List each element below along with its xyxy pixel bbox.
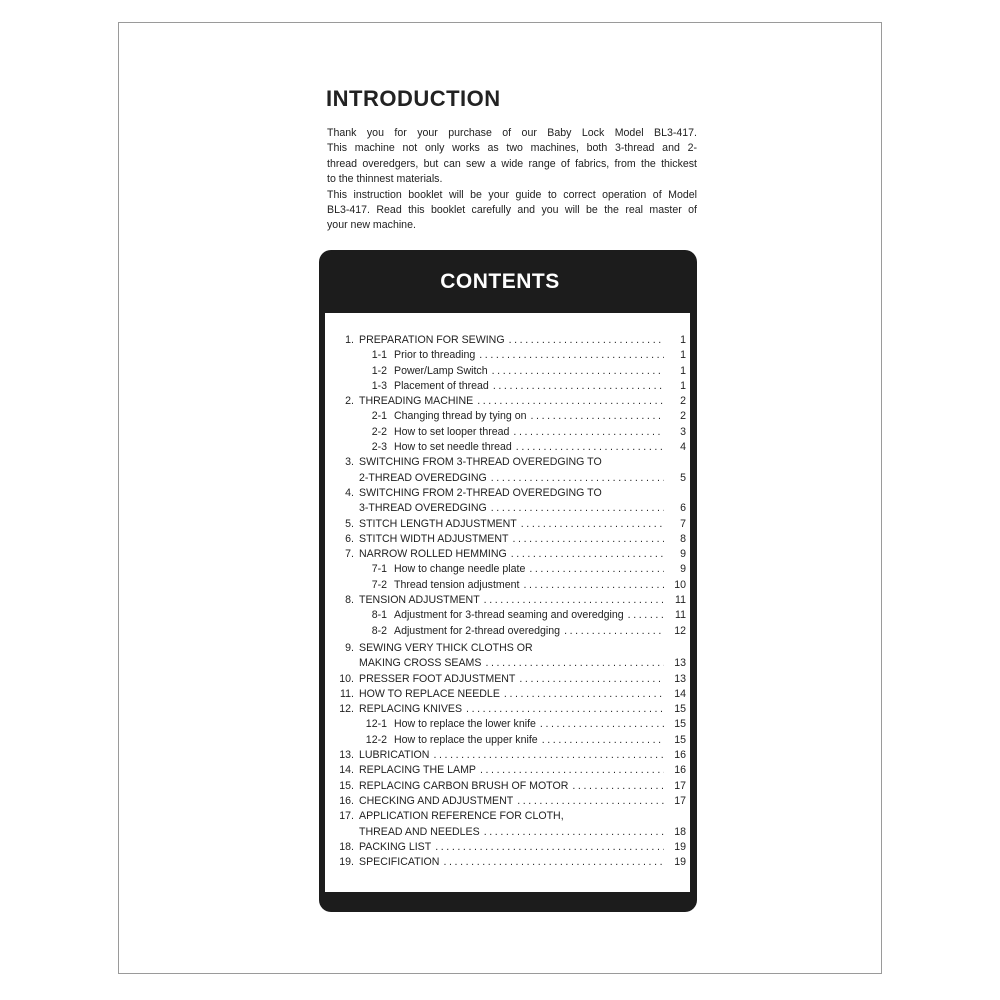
- toc-page: 19: [674, 840, 686, 853]
- toc-leader-dots: [509, 333, 664, 348]
- toc-title: Changing thread by tying on: [394, 410, 527, 423]
- toc-title: Adjustment for 2-thread overedging: [394, 624, 561, 637]
- toc-title: REPLACING CARBON BRUSH OF MOTOR: [359, 779, 569, 792]
- toc-number: 8-2: [371, 624, 387, 637]
- toc-leader-dots: [491, 501, 664, 516]
- toc-number: 2-3: [371, 441, 387, 454]
- toc-leader-dots: [529, 562, 664, 577]
- toc-page: 12: [674, 624, 686, 637]
- toc-entry[interactable]: [330, 486, 686, 501]
- toc-leader-dots: [540, 717, 664, 732]
- toc-leader-dots: [516, 440, 664, 455]
- toc-title: How to replace the upper knife: [394, 733, 538, 746]
- toc-title: SWITCHING FROM 3-THREAD OVEREDGING TO: [359, 456, 602, 469]
- toc-title: TENSION ADJUSTMENT: [359, 594, 480, 607]
- toc-entry[interactable]: [330, 455, 686, 470]
- table-of-contents: [330, 333, 686, 870]
- toc-leader-dots: [433, 748, 664, 763]
- toc-leader-dots: [519, 672, 664, 687]
- toc-leader-dots: [480, 763, 664, 778]
- toc-entry[interactable]: [330, 394, 686, 409]
- toc-title: Power/Lamp Switch: [394, 364, 488, 377]
- toc-number-spacer: [330, 471, 359, 486]
- toc-entry[interactable]: [330, 409, 686, 424]
- toc-entry-continuation: [330, 471, 686, 486]
- toc-entry[interactable]: [330, 687, 686, 702]
- toc-entry[interactable]: [330, 593, 686, 608]
- toc-title: LUBRICATION: [359, 749, 430, 762]
- toc-page: 15: [674, 718, 686, 731]
- toc-entry-continuation: [330, 501, 686, 516]
- toc-leader-dots: [484, 825, 664, 840]
- toc-leader-dots: [531, 409, 664, 424]
- toc-title-line2: 3-THREAD OVEREDGING: [359, 502, 487, 515]
- toc-page: 11: [675, 594, 686, 607]
- toc-number-spacer: [330, 825, 359, 840]
- toc-number: 6.: [345, 532, 354, 545]
- toc-title: How to set needle thread: [394, 441, 512, 454]
- toc-title: NARROW ROLLED HEMMING: [359, 548, 507, 561]
- toc-title: PREPARATION FOR SEWING: [359, 334, 505, 346]
- toc-page: 5: [680, 471, 686, 484]
- toc-entry[interactable]: [330, 840, 686, 855]
- toc-number: 16.: [339, 794, 354, 807]
- toc-page: 19: [674, 856, 686, 869]
- toc-title: REPLACING THE LAMP: [359, 764, 476, 777]
- toc-page: 13: [674, 657, 686, 670]
- toc-leader-dots: [572, 779, 664, 794]
- toc-number: 3.: [345, 456, 354, 469]
- toc-number: 7-2: [371, 578, 387, 591]
- toc-number: 19.: [339, 856, 354, 869]
- contents-title: CONTENTS: [440, 270, 560, 293]
- toc-title-line2: THREAD AND NEEDLES: [359, 825, 480, 838]
- toc-leader-dots: [517, 794, 664, 809]
- toc-page: 13: [674, 672, 686, 685]
- toc-entry-continuation: [330, 656, 686, 671]
- intro-line: This machine not only works as two machines, both 3-thread and 2-: [327, 142, 697, 155]
- toc-entry[interactable]: [330, 547, 686, 562]
- toc-title: Prior to threading: [394, 349, 476, 362]
- toc-entry[interactable]: [330, 532, 686, 547]
- toc-title: SPECIFICATION: [359, 856, 440, 869]
- toc-number: 12-1: [365, 718, 387, 731]
- toc-title: HOW TO REPLACE NEEDLE: [359, 687, 500, 700]
- toc-number: 1-3: [371, 379, 387, 392]
- toc-number: 2-1: [371, 410, 387, 423]
- toc-leader-dots: [479, 348, 664, 363]
- toc-entry[interactable]: [330, 748, 686, 763]
- toc-entry[interactable]: [330, 809, 686, 824]
- toc-title: STITCH LENGTH ADJUSTMENT: [359, 517, 517, 530]
- toc-number: 8.: [345, 594, 354, 607]
- toc-leader-dots: [564, 624, 664, 639]
- toc-entry[interactable]: [330, 855, 686, 870]
- toc-number: 5.: [345, 517, 354, 530]
- toc-entry[interactable]: [330, 794, 686, 809]
- toc-entry[interactable]: [330, 333, 686, 348]
- toc-leader-dots: [443, 855, 664, 870]
- toc-entry[interactable]: [330, 425, 686, 440]
- toc-title: PRESSER FOOT ADJUSTMENT: [359, 672, 516, 685]
- toc-page: 1: [680, 349, 686, 362]
- toc-entry[interactable]: [330, 517, 686, 532]
- toc-number: 7.: [345, 548, 354, 561]
- toc-entry[interactable]: [330, 763, 686, 778]
- toc-page: 17: [674, 794, 686, 807]
- toc-title: REPLACING KNIVES: [359, 703, 463, 716]
- toc-leader-dots: [523, 578, 664, 593]
- toc-number: 1-2: [371, 364, 387, 377]
- toc-number: 11.: [340, 687, 354, 700]
- toc-leader-dots: [521, 517, 664, 532]
- toc-entry[interactable]: [330, 641, 686, 656]
- toc-leader-dots: [485, 656, 664, 671]
- toc-title: SEWING VERY THICK CLOTHS OR: [359, 641, 533, 654]
- toc-leader-dots: [435, 840, 664, 855]
- toc-title-line2: MAKING CROSS SEAMS: [359, 657, 482, 670]
- toc-page: 4: [680, 441, 686, 454]
- toc-title: PACKING LIST: [359, 840, 432, 853]
- toc-number: 12-2: [365, 733, 387, 746]
- toc-entry[interactable]: [330, 779, 686, 794]
- page-title: INTRODUCTION: [326, 86, 501, 111]
- toc-page: 10: [674, 578, 686, 591]
- toc-number: 12.: [339, 703, 354, 716]
- toc-number: 1-1: [371, 349, 387, 362]
- toc-entry[interactable]: [330, 672, 686, 687]
- toc-number: 7-1: [371, 563, 387, 576]
- toc-title: SWITCHING FROM 2-THREAD OVEREDGING TO: [359, 486, 602, 499]
- intro-line: Thank you for your purchase of our Baby Lock Model BL3-417.: [327, 127, 697, 139]
- toc-leader-dots: [511, 547, 664, 562]
- intro-line: This instruction booklet will be your guide to correct operation of Model: [327, 188, 697, 201]
- toc-page: 9: [680, 548, 686, 561]
- toc-entry[interactable]: [330, 608, 686, 623]
- toc-page: 2: [680, 410, 686, 423]
- toc-number: 2.: [345, 395, 354, 408]
- toc-number: 17.: [339, 810, 354, 823]
- intro-line: to the thinnest materials.: [327, 173, 443, 186]
- toc-number: 9.: [345, 641, 354, 654]
- intro-line: thread overedgers, but can sew a wide range of fabrics, from the thickest: [327, 157, 697, 170]
- toc-entry[interactable]: [330, 440, 686, 455]
- toc-title: CHECKING AND ADJUSTMENT: [359, 794, 514, 807]
- toc-number: 2-2: [371, 425, 387, 438]
- toc-number-spacer: [330, 656, 359, 671]
- toc-title: Thread tension adjustment: [394, 578, 520, 591]
- toc-leader-dots: [477, 394, 664, 409]
- toc-number: 15.: [339, 779, 354, 792]
- toc-entry[interactable]: [330, 364, 686, 379]
- toc-number-spacer: [330, 501, 359, 516]
- toc-title: How to change needle plate: [394, 563, 526, 576]
- intro-line: your new machine.: [327, 219, 416, 232]
- toc-page: 9: [680, 563, 686, 576]
- toc-title: STITCH WIDTH ADJUSTMENT: [359, 532, 509, 545]
- toc-entry[interactable]: [330, 624, 686, 639]
- toc-leader-dots: [492, 364, 664, 379]
- toc-leader-dots: [493, 379, 664, 394]
- toc-entry[interactable]: [330, 348, 686, 363]
- toc-entry[interactable]: [330, 578, 686, 593]
- toc-title: Adjustment for 3-thread seaming and overedging: [394, 609, 624, 622]
- toc-page: 15: [674, 703, 686, 716]
- toc-leader-dots: [491, 471, 664, 486]
- toc-title: APPLICATION REFERENCE FOR CLOTH,: [359, 810, 564, 823]
- toc-entry[interactable]: [330, 702, 686, 717]
- toc-leader-dots: [542, 733, 664, 748]
- toc-leader-dots: [484, 593, 664, 608]
- intro-line: BL3-417. Read this booklet carefully and you will be the real master of: [327, 204, 697, 217]
- toc-page: 1: [680, 334, 686, 346]
- toc-title-line2: 2-THREAD OVEREDGING: [359, 471, 487, 484]
- toc-page: 3: [680, 425, 686, 438]
- toc-leader-dots: [504, 687, 664, 702]
- toc-number: 14.: [339, 764, 354, 777]
- toc-page: 14: [674, 687, 686, 700]
- toc-entry[interactable]: [330, 717, 686, 732]
- toc-number: 4.: [345, 486, 354, 499]
- toc-page: 1: [680, 379, 686, 392]
- toc-page: 18: [674, 825, 686, 838]
- toc-page: 7: [680, 517, 686, 530]
- toc-title: How to set looper thread: [394, 425, 510, 438]
- toc-entry[interactable]: [330, 379, 686, 394]
- toc-entry-continuation: [330, 825, 686, 840]
- toc-page: 17: [674, 779, 686, 792]
- toc-title: THREADING MACHINE: [359, 395, 474, 408]
- intro-paragraph: [327, 126, 697, 234]
- toc-leader-dots: [628, 608, 664, 623]
- toc-leader-dots: [466, 702, 664, 717]
- toc-page: 8: [680, 532, 686, 545]
- toc-page: 16: [674, 749, 686, 762]
- toc-title: How to replace the lower knife: [394, 718, 536, 731]
- toc-entry[interactable]: [330, 562, 686, 577]
- toc-number: 18.: [339, 840, 354, 853]
- toc-entry[interactable]: [330, 733, 686, 748]
- toc-page: 6: [680, 502, 686, 515]
- toc-leader-dots: [513, 425, 664, 440]
- toc-page: 11: [675, 609, 686, 622]
- toc-number: 13.: [339, 749, 354, 762]
- toc-number: 1.: [345, 334, 354, 346]
- toc-page: 2: [680, 395, 686, 408]
- toc-page: 1: [680, 364, 686, 377]
- toc-leader-dots: [512, 532, 664, 547]
- toc-page: 15: [674, 733, 686, 746]
- toc-number: 10.: [339, 672, 354, 685]
- toc-page: 16: [674, 764, 686, 777]
- toc-number: 8-1: [371, 609, 387, 622]
- toc-title: Placement of thread: [394, 379, 489, 392]
